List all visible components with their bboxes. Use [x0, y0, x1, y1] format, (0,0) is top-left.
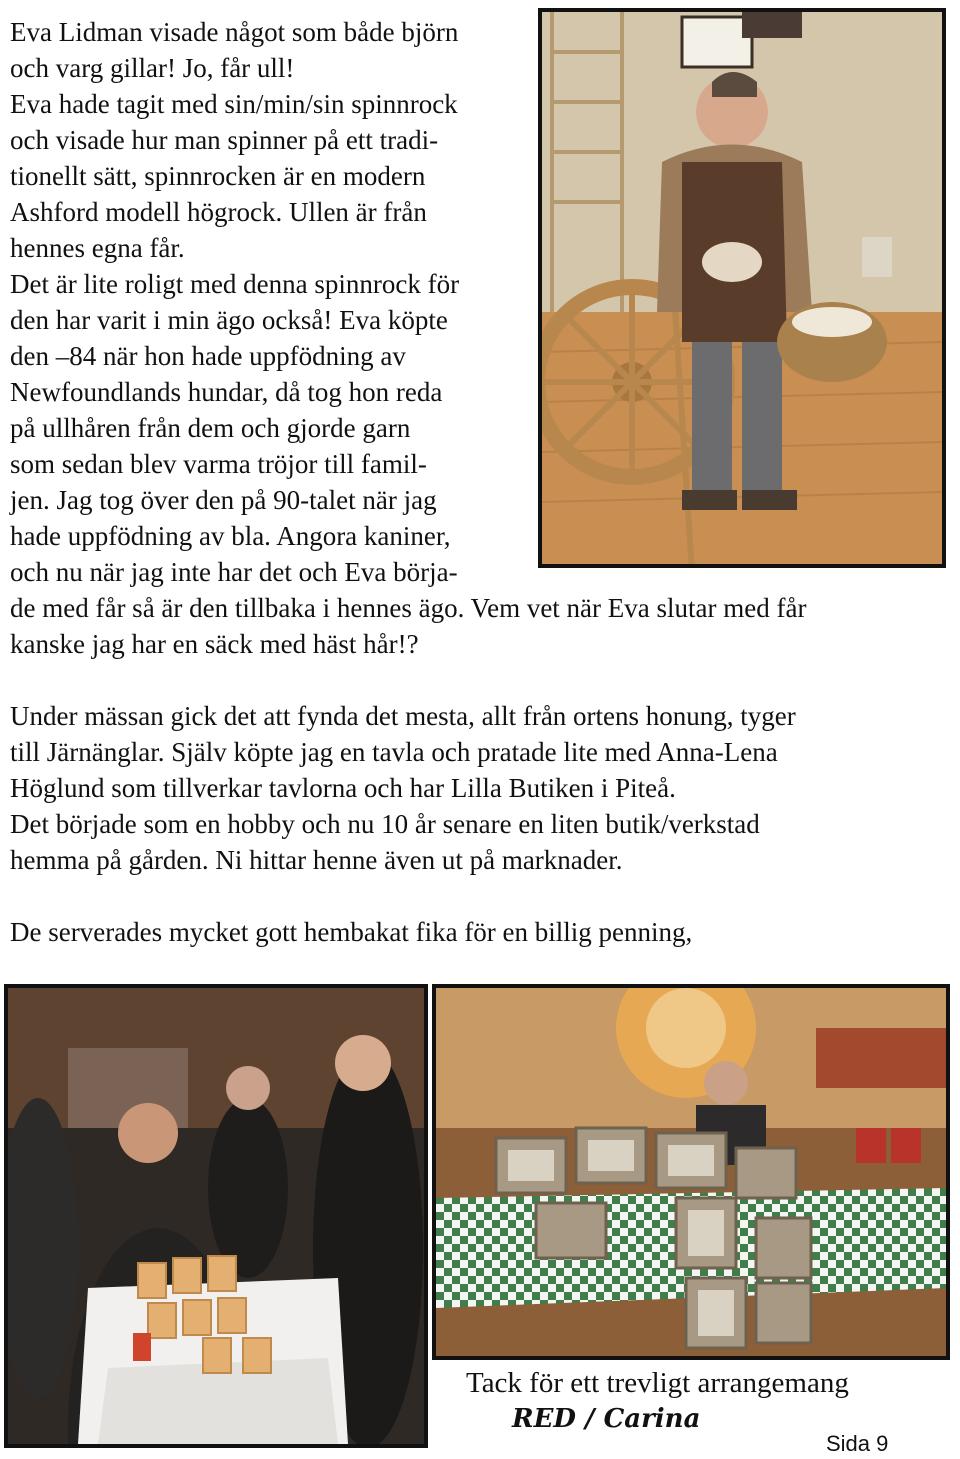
text-line: Det började som en hobby och nu 10 år senare en liten butik/verkstad [10, 809, 760, 839]
text-line: på ullhåren från dem och gjorde garn [10, 413, 411, 443]
text-line: Ashford modell högrock. Ullen är från [10, 197, 427, 227]
photo-picture-frames [432, 984, 950, 1360]
photo-market-honey [4, 984, 428, 1448]
text-line: den har varit i min ägo också! Eva köpte [10, 305, 448, 335]
text-line: Höglund som tillverkar tavlorna och har Lilla Butiken i Piteå. [10, 773, 676, 803]
page-number: Sida 9 [826, 1431, 889, 1456]
text-line: Det är lite roligt med denna spinnrock för [10, 269, 460, 299]
photo-frames-illustration [436, 988, 946, 1356]
text-line: kanske jag har en säck med häst hår!? [10, 629, 419, 659]
text-line: till Järnänglar. Själv köpte jag en tavla och pratade lite med Anna-Lena [10, 737, 778, 767]
text-line: Under mässan gick det att fynda det mesta, allt från ortens honung, tyger [10, 701, 796, 731]
text-line: tionellt sätt, spinnrocken är en modern [10, 161, 426, 191]
photo-spinning-wheel [538, 8, 946, 568]
text-line: de med får så är den tillbaka i hennes ägo. Vem vet när Eva slutar med får [10, 593, 807, 623]
text-line: som sedan blev varma tröjor till famil- [10, 449, 427, 479]
text-line: den –84 när hon hade uppfödning av [10, 341, 406, 371]
text-line: jen. Jag tog över den på 90-talet när jag [10, 485, 437, 515]
text-line: och nu när jag inte har det och Eva börja- [10, 557, 458, 587]
text-line: Eva hade tagit med sin/min/sin spinnrock [10, 89, 458, 119]
text-line: och visade hur man spinner på ett tradi- [10, 125, 439, 155]
author-signature: RED / Carina [512, 1404, 701, 1434]
text-line: De serverades mycket gott hembakat fika för en billig penning, [10, 917, 693, 947]
text-line: Eva Lidman visade något som både björn [10, 17, 459, 47]
text-line: och varg gillar! Jo, får ull! [10, 53, 295, 83]
text-line: Newfoundlands hundar, då tog hon reda [10, 377, 443, 407]
photo-market-illustration [8, 988, 424, 1444]
photo-spinning-illustration [542, 12, 942, 564]
text-line: hade uppfödning av bla. Angora kaniner, [10, 521, 451, 551]
text-line: hennes egna får. [10, 233, 185, 263]
text-line: hemma på gården. Ni hittar henne även ut på marknader. [10, 845, 623, 875]
photo-caption: Tack för ett trevligt arrangemang [466, 1367, 849, 1399]
